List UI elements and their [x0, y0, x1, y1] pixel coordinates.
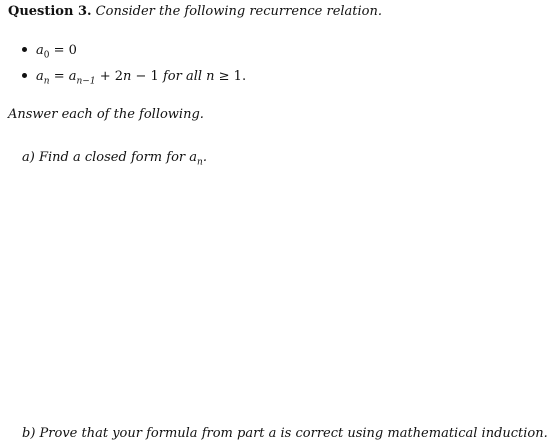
- question-prompt: Consider the following recurrence relation.: [95, 4, 383, 19]
- base-subscript: 0: [43, 50, 50, 61]
- base-value: = 0: [49, 43, 77, 58]
- part-a-text: Find a closed form for: [38, 150, 190, 165]
- rule-lhs-subscript: n: [43, 76, 50, 87]
- part-a-end: .: [202, 150, 207, 165]
- rule-n: n: [123, 69, 132, 84]
- rule-minus: − 1: [131, 69, 163, 84]
- recurrence-rule-item: [22, 69, 246, 85]
- part-a-label: a): [22, 150, 35, 165]
- base-term: a: [36, 43, 44, 58]
- question-heading: [8, 4, 382, 20]
- rule-rhs-subscript: n−1: [76, 76, 96, 87]
- rule-condition: ≥ 1.: [214, 69, 247, 84]
- rule-rhs: a: [68, 69, 77, 84]
- part-b: [22, 426, 548, 442]
- question-number: Question 3.: [8, 4, 92, 19]
- base-case-item: [22, 43, 77, 59]
- rule-for-all: for all: [162, 69, 207, 84]
- rule-n2: n: [206, 69, 215, 84]
- part-a-var: a: [189, 150, 198, 165]
- rule-equals: =: [49, 69, 69, 84]
- part-b-label: b): [22, 426, 36, 441]
- instructions: Answer each of the following.: [8, 107, 204, 122]
- rule-plus: + 2: [95, 69, 124, 84]
- part-a: [22, 150, 207, 166]
- part-a-var-subscript: n: [197, 157, 203, 168]
- bullet-icon: [22, 47, 27, 52]
- bullet-icon: [22, 73, 27, 78]
- part-b-text: Prove that your formula from part a is correct using mathematical induction.: [39, 426, 548, 441]
- rule-lhs: a: [36, 69, 44, 84]
